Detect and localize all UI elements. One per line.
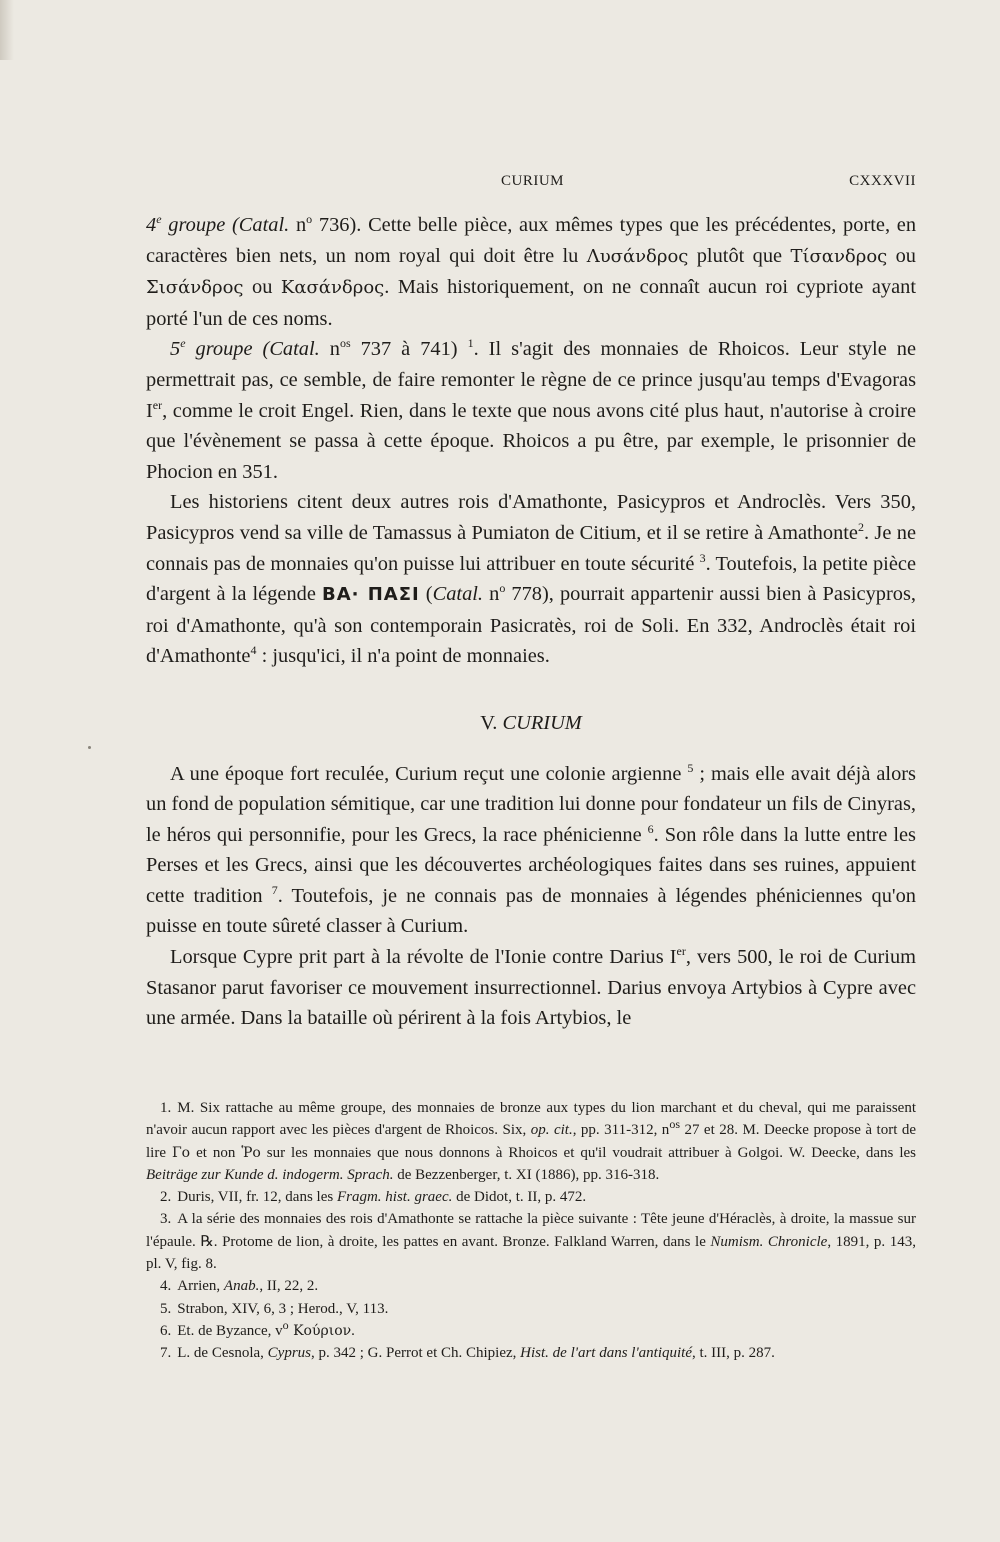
- section-heading: [146, 708, 916, 739]
- text: n: [289, 214, 307, 236]
- paragraph-curium-origins: [146, 759, 916, 943]
- scan-speck: [88, 746, 91, 749]
- footnote-7: [146, 1342, 916, 1364]
- footnote-number: 5.: [160, 1300, 172, 1317]
- section-title: CURIUM: [502, 711, 582, 734]
- text: Duris, VII, fr. 12, dans les: [177, 1189, 337, 1206]
- text: sur les monnaies que nous donnons à Rhoicos et qu'il voudrait attribuer à Golgoi. W. Deecke, dans les: [260, 1144, 916, 1161]
- footnote-6: [146, 1317, 916, 1342]
- footnote-number: 6.: [160, 1322, 172, 1339]
- text: A la série des monnaies des rois d'Amathonte se rattache la pièce suivante : Tête jeune d'Héraclès, à droite, la massue sur l'épaule.: [146, 1211, 916, 1250]
- superscript: os: [339, 336, 351, 351]
- footnote-5: [146, 1298, 916, 1320]
- text: groupe (: [161, 214, 239, 236]
- greek-name: Σισάνδρος: [146, 277, 244, 299]
- text: Beiträge zur Kunde d. indogerm. Sprach.: [146, 1166, 394, 1183]
- footnote-2: [146, 1186, 916, 1208]
- footnote-ref[interactable]: 4: [250, 643, 257, 658]
- text: , II, 22, 2.: [259, 1278, 319, 1295]
- text: 5: [170, 338, 181, 361]
- running-title: CURIUM: [501, 173, 565, 189]
- catalogue-ref: Catal.: [269, 338, 320, 361]
- text: Cyprus: [267, 1345, 311, 1362]
- text: Arrien,: [177, 1278, 224, 1295]
- greek-name: Τίσανδρος: [790, 245, 888, 267]
- page-number: CXXXVII: [849, 173, 916, 189]
- text: A une époque fort reculée, Curium reçut une colonie argienne: [170, 762, 688, 785]
- text: plutôt que: [688, 244, 791, 267]
- text: ou: [887, 244, 916, 267]
- superscript: e: [180, 336, 186, 351]
- text: n: [483, 583, 500, 606]
- footnote-number: 7.: [160, 1345, 172, 1362]
- text: L. de Cesnola,: [177, 1345, 268, 1362]
- superscript: er: [152, 397, 163, 412]
- footnotes: [146, 1097, 916, 1365]
- text: ou: [243, 276, 281, 299]
- text: groupe (: [185, 338, 270, 361]
- paragraph-amathonte-kings: [146, 487, 916, 672]
- greek-name: Λυσάνδρος: [586, 245, 689, 267]
- footnote-1: [146, 1097, 916, 1186]
- text: Et. de Byzance, v: [177, 1322, 283, 1339]
- paragraph-group-4: [146, 210, 916, 334]
- reverse-icon: ℞: [200, 1233, 214, 1250]
- text: 27 et 28. M. Deecke propose à tort de lire: [146, 1122, 916, 1161]
- catalogue-ref: Catal.: [238, 214, 290, 236]
- text: Anab.: [223, 1278, 260, 1295]
- text: , vers 500, le roi de Curium Stasanor parut favoriser ce mouvement insurrectionnel. Darius envoya Artybios à Cypre avec une armée. Dans la bataille où périrent à la fois Artybios, le: [146, 946, 916, 1030]
- superscript: o: [282, 1317, 289, 1332]
- footnote-ref[interactable]: 2: [857, 520, 864, 535]
- text: . Je ne connais pas de monnaies qu'on puisse lui attribuer en toute sécurité: [146, 521, 916, 575]
- footnote-3: [146, 1208, 916, 1275]
- text: de Didot, t. II, p. 472.: [452, 1189, 587, 1206]
- text: M. Six rattache au même groupe, des monnaies de bronze aux types du lion marchant et du cheval, qui me paraissent n'avoir aucun rapport avec les pièces d'argent de Rhoicos. Six,: [146, 1100, 916, 1139]
- text: .: [351, 1322, 355, 1339]
- text: op. cit.: [530, 1122, 573, 1139]
- text: , t. III, p. 287.: [692, 1345, 775, 1362]
- text: . Protome de lion, à droite, les pattes en avant. Bronze. Falkland Warren, dans le: [213, 1233, 711, 1250]
- coin-legend: ΒΑ· ΠΑΣΙ: [321, 584, 420, 606]
- superscript: o: [499, 581, 506, 596]
- footnote-number: 3.: [160, 1211, 172, 1228]
- text: Les historiens citent deux autres rois d'Amathonte, Pasicypros et Androclès. Vers 350, Pasicypros vend sa ville de Tamassus à Pumiaton de Citium, et il se retire à Amathonte: [146, 491, 916, 544]
- text: de Bezzenberger, t. XI (1886), pp. 316-318.: [393, 1166, 660, 1183]
- footnote-number: 2.: [160, 1189, 172, 1206]
- superscript: e: [156, 212, 162, 227]
- text: . Mais historiquement, on ne connaît aucun roi cypriote ayant porté l'un de ces noms.: [146, 276, 916, 330]
- text: 4: [146, 214, 157, 236]
- text: , pp. 311-312, n: [572, 1122, 670, 1139]
- catalogue-ref: Catal.: [432, 583, 484, 606]
- text: n: [319, 338, 340, 361]
- text: ; mais elle avait déjà alors un fond de population sémitique, car une tradition lui donne pour fondateur un fils de Cinyras, le héros qui personnifie, pour les Grecs, la race phénicienne: [146, 762, 916, 846]
- text: et non: [190, 1144, 242, 1161]
- text: Hist. de l'art dans l'antiquité: [520, 1345, 692, 1362]
- paragraph-ionian-revolt: [146, 942, 916, 1034]
- footnote-ref[interactable]: 6: [647, 821, 654, 836]
- text: . Son rôle dans la lutte entre les Perses et les Grecs, ainsi que les découvertes archéologiques faites dans ses ruines, appuient cette tradition: [146, 823, 916, 907]
- footnote-4: [146, 1275, 916, 1297]
- superscript: er: [676, 944, 686, 959]
- greek-letters: Γο: [171, 1144, 191, 1161]
- text: 736). Cette belle pièce, aux mêmes types que les précédentes, porte, en caractères bien nets, un nom royal qui doit être lu: [146, 214, 917, 267]
- text: 778), pourrait appartenir aussi bien à Pasicypros, roi d'Amathonte, qu'à son contemporain Pasicratès, roi de Soli. En 332, Androclès était roi d'Amathonte: [146, 583, 917, 668]
- scan-edge-shadow: [0, 0, 14, 60]
- running-header: [146, 173, 916, 197]
- greek-name: Κασάνδρος: [280, 277, 385, 299]
- main-text: [146, 210, 916, 1034]
- footnote-ref[interactable]: 3: [699, 550, 706, 565]
- footnote-ref[interactable]: 1: [467, 336, 474, 351]
- text: Lorsque Cypre prit part à la révolte de l'Ionie contre Darius I: [170, 946, 677, 969]
- text: , p. 342 ; G. Perrot et Ch. Chipiez,: [311, 1345, 521, 1362]
- footnote-number: 1.: [160, 1100, 172, 1116]
- text: . Il s'agit des monnaies de Rhoicos. Leur style ne permettrait pas, ce semble, de faire remonter le règne de ce prince jusqu'au temps d'Evagoras I: [146, 338, 917, 422]
- text: Strabon, XIV, 6, 3 ; Herod., V, 113.: [177, 1300, 389, 1317]
- superscript: o: [306, 212, 313, 227]
- text: Numism. Chronicle: [710, 1233, 828, 1250]
- superscript: os: [669, 1117, 680, 1132]
- text: 737 à 741): [350, 338, 468, 361]
- text: , 1891, p. 143, pl. V, fig. 8.: [146, 1233, 916, 1273]
- text: : jusqu'ici, il n'a point de monnaies.: [256, 645, 550, 668]
- text: , comme le croit Engel. Rien, dans le texte que nous avons cité plus haut, n'autorise à croire que l'évènement se passa à cette époque. Rhoicos a pu être, par exemple, le prisonnier de Phocion en 351.: [146, 399, 916, 483]
- text: . Toutefois, je ne connais pas de monnaies à légendes phéniciennes qu'on puisse en toute sûreté classer à Curium.: [146, 884, 916, 938]
- text: . Toutefois, la petite pièce d'argent à la légende: [146, 552, 916, 606]
- text: Fragm. hist. graec.: [336, 1189, 453, 1206]
- section-number: V.: [480, 711, 503, 734]
- footnote-ref[interactable]: 7: [271, 883, 278, 898]
- greek-letters: Ῥο: [241, 1144, 261, 1161]
- greek-word: Κούριον: [288, 1322, 352, 1339]
- text: (: [419, 583, 433, 606]
- footnote-number: 4.: [160, 1278, 172, 1295]
- footnote-ref[interactable]: 5: [687, 760, 694, 775]
- paragraph-group-5: [146, 334, 916, 487]
